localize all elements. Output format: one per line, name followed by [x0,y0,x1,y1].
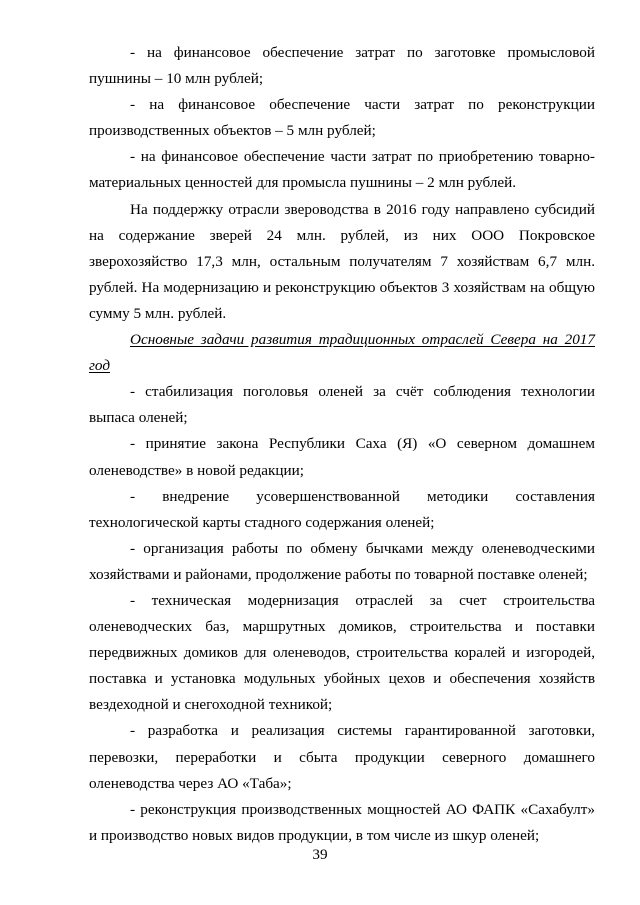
fur-farming-subsidies-paragraph: На поддержку отрасли звероводства в 2016 году направлено субсидий на содержание зверей 24 млн. рублей, из них ООО Покровское зверохозяйство 17,3 млн, остальным получателям 7 хозяйствам 6,7 млн. рублей. На модернизацию и реконструкцию объектов 3 хозяйствам на общую сумму 5 млн. рублей. [89,200,595,322]
task-item: - принятие закона Республики Саха (Я) «О северном домашнем оленеводстве» в новой редакции; [89,435,595,479]
task-item: - техническая модернизация отраслей за счет строительства оленеводческих баз, маршрутных домиков, строительства и поставки передвижных домиков для оленеводов, строительства коралей и изгородей, поставка и установка модульных убойных цехов и обеспечения хозяйств вездеходной и снегоходной техникой; [89,591,595,714]
list-item-fur-harvest-funding: - на финансовое обеспечение затрат по заготовке промысловой пушнины – 10 млн рублей; [89,44,595,88]
task-item: - внедрение усовершенствованной методики составления технологической карты стадного содержания оленей; [89,487,595,531]
task-item: - стабилизация поголовья оленей за счёт соблюдения технологии выпаса оленей; [89,383,595,427]
task-item: - реконструкция производственных мощностей АО ФАПК «Сахабулт» и производство новых видов продукции, в том числе из шкур оленей; [89,800,595,844]
page-number: 39 [312,846,328,863]
task-item: - организация работы по обмену бычками между оленеводческими хозяйствами и районами, продолжение работы по товарной поставке оленей; [89,539,595,583]
section-heading: Основные задачи развития традиционных отраслей Севера на 2017 год [89,331,595,375]
task-item: - разработка и реализация системы гарантированной заготовки, перевозки, переработки и сбыта продукции северного домашнего оленеводства через АО «Таба»; [89,722,595,792]
list-item-reconstruction-funding: - на финансовое обеспечение части затрат по реконструкции производственных объектов – 5 млн рублей; [89,96,595,140]
document-body [89,40,595,849]
list-item-materials-funding: - на финансовое обеспечение части затрат по приобретению товарно-материальных ценностей для промысла пушнины – 2 млн рублей. [89,148,595,192]
